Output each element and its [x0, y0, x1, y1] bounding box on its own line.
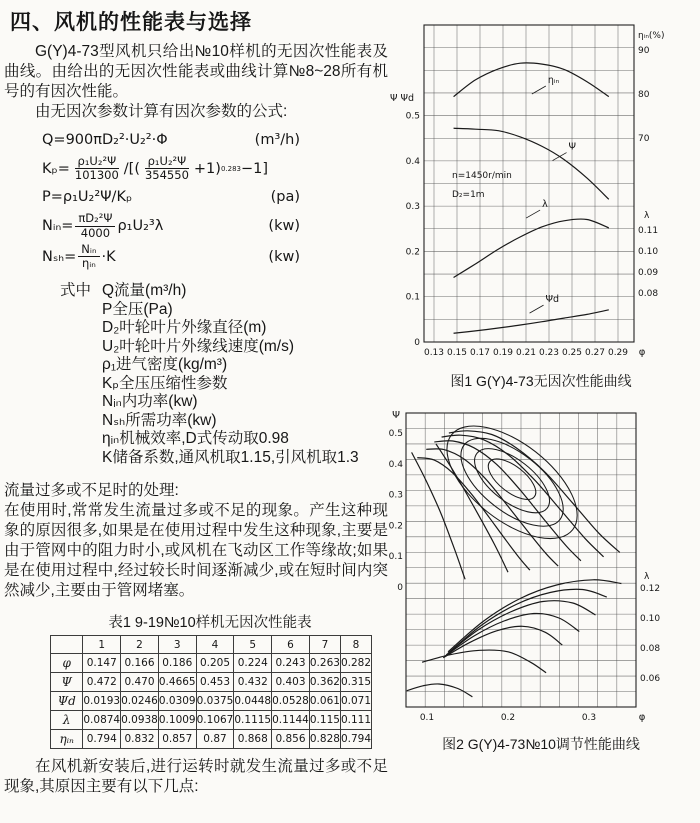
table-cell: 0.0193: [83, 692, 121, 711]
table-cell: 0.0448: [234, 692, 272, 711]
eta-tick-label: 80: [638, 90, 650, 100]
table-cell: 0.472: [83, 673, 121, 692]
lambda-tick-label: 0.10: [638, 247, 659, 257]
left-tick-label: 0.4: [388, 459, 403, 470]
table-header-cell: 7: [309, 636, 340, 654]
table-cell: 0.1067: [196, 711, 234, 730]
table-cell: 0.87: [196, 730, 234, 749]
left-tick-label: 0.3: [388, 490, 403, 501]
table-row: [51, 673, 372, 692]
table-cell: 0.403: [272, 673, 310, 692]
table-header-cell: 6: [272, 636, 310, 654]
curve-psi-curve-5: [417, 458, 530, 570]
x-axis-label: φ: [638, 347, 646, 358]
table-header-cell: [51, 636, 83, 654]
x-tick-label: 0.23: [538, 348, 560, 358]
definition-item: ηᵢₙ机械效率,D式传动取0.98: [102, 430, 289, 448]
curve-λ: [454, 219, 609, 277]
table-cell: 0.071: [340, 692, 371, 711]
definition-item: Nₛₕ所需功率(kw): [102, 411, 217, 429]
table-cell: 0.0375: [196, 692, 234, 711]
lambda-tick-label: 0.09: [638, 268, 659, 278]
table-cell: 0.111: [340, 711, 371, 730]
table-cell: 0.857: [158, 730, 196, 749]
table-cell: 0.0874: [83, 711, 121, 730]
definition-item: P全压(Pa): [102, 300, 173, 318]
label-leader: [526, 210, 540, 218]
table-row: [51, 692, 372, 711]
left-axis-label: Ψ: [392, 410, 400, 421]
curve-ηᵢₙ: [454, 63, 609, 97]
table-cell: 0.856: [272, 730, 310, 749]
figure-column: [386, 10, 698, 768]
table-cell: 0.186: [158, 654, 196, 673]
table-cell: 0.0528: [272, 692, 310, 711]
left-tick-label: 0.4: [405, 156, 420, 167]
table-cell: 0.1115: [234, 711, 272, 730]
lambda-tick-label: 0.08: [638, 289, 659, 299]
table-header-cell: 4: [196, 636, 234, 654]
table-cell: 0.0938: [121, 711, 159, 730]
page-title: 四、风机的性能表与选择: [10, 11, 252, 34]
table-row: [51, 730, 372, 749]
lambda-axis-label: λ: [644, 572, 650, 582]
curve-stall-line-1: [412, 452, 465, 579]
handling-paragraph: 在使用时,常常发生流量过多或不足的现象。产生这种现象的原因很多,如果是在使用过程中发生这种现象,主要是由于管网中的阻力时小,或风机在飞动区工作等缘故;如果是在使用过程中,经过较长时间逐渐减少,或在短时间内突然减少,主要由于管网堵塞。: [4, 502, 388, 600]
curve-Ψd: [454, 310, 609, 333]
curve-label: ηᵢₙ: [547, 75, 560, 86]
table-header-cell: 3: [158, 636, 196, 654]
definition-item: Nᵢₙ内功率(kw): [102, 393, 198, 411]
table-cell: 0.828: [309, 730, 340, 749]
formula-block: [42, 128, 300, 270]
table-cell: 0.0309: [158, 692, 196, 711]
x-tick-label: 0.25: [561, 348, 583, 358]
lambda-tick-label: 0.11: [638, 226, 659, 236]
curve-label: Ψd: [545, 294, 560, 306]
x-tick-label: 0.15: [446, 348, 468, 358]
left-tick-label: 0.2: [388, 521, 403, 532]
definition-item: Kₚ全压压缩性参数: [102, 374, 228, 392]
handling-title: 流量过多或不足时的处理:: [4, 482, 179, 500]
figure2-regulation-curves: [386, 405, 696, 727]
curve-lambda-curve-7: [407, 684, 473, 697]
table-cell: 0.0246: [121, 692, 159, 711]
left-tick-label: 0.1: [405, 292, 420, 303]
text-column: [4, 4, 388, 797]
lambda-tick-label: 0.10: [640, 614, 661, 624]
table-caption: 表1 9-19№10样机无因次性能表: [108, 615, 312, 632]
table-cell: 0.1009: [158, 711, 196, 730]
definition-item: ρ₁进气密度(kg/m³): [102, 356, 228, 374]
row-label: φ: [51, 654, 83, 673]
x-tick-label: 0.21: [515, 348, 537, 358]
formula-intro: 由无因次参数计算有因次参数的公式:: [35, 103, 288, 120]
table-cell: 0.453: [196, 673, 234, 692]
annotation: D₂=1m: [452, 190, 485, 200]
lambda-tick-label: 0.08: [640, 644, 661, 654]
table-header-cell: 1: [83, 636, 121, 654]
definition-item: Q流量(m³/h): [102, 282, 187, 300]
left-tick-label: 0.2: [405, 247, 420, 258]
row-label: Ψd: [51, 692, 83, 711]
symbol-definitions: [4, 282, 388, 467]
lambda-tick-label: 0.06: [640, 674, 661, 684]
figure2-caption: 图2 G(Y)4-73№10调节性能曲线: [442, 736, 640, 752]
table-cell: 0.432: [234, 673, 272, 692]
intro-paragraph: G(Y)4-73型风机只给出№10样机的无因次性能表及曲线。由给出的无因次性能表或曲线计算№8~28所有机号的有因次性能。: [4, 43, 388, 100]
left-tick-label: 0: [414, 338, 420, 348]
annotation: n=1450r/min: [452, 171, 512, 181]
curve-label: λ: [542, 199, 548, 211]
table-header-cell: 8: [340, 636, 371, 654]
row-label: Ψ: [51, 673, 83, 692]
table-row: [51, 711, 372, 730]
figure1-dimensionless-curves: [386, 10, 696, 364]
x-tick-label: 0.19: [492, 348, 514, 358]
efficiency-contour: [446, 422, 578, 543]
curve-Ψ: [454, 128, 609, 199]
table-cell: 0.832: [121, 730, 159, 749]
left-tick-label: 0: [397, 583, 403, 593]
table-cell: 0.362: [309, 673, 340, 692]
x-tick-label: 0.29: [607, 348, 629, 358]
left-axis-label: Ψ Ψd: [389, 93, 415, 104]
table-cell: 0.1144: [272, 711, 310, 730]
table-cell: 0.147: [83, 654, 121, 673]
x-tick-label: 0.13: [423, 348, 445, 358]
table-cell: 0.205: [196, 654, 234, 673]
table-cell: 0.061: [309, 692, 340, 711]
table-cell: 0.282: [340, 654, 371, 673]
left-tick-label: 0.5: [405, 111, 420, 122]
definition-item: U₂叶轮叶片外缘线速度(m/s): [102, 337, 295, 355]
curve-label: Ψ: [568, 141, 577, 153]
label-leader: [530, 305, 544, 313]
curve-psi-curve-1: [449, 431, 620, 553]
left-tick-label: 0.5: [388, 429, 403, 439]
table-header-cell: 5: [234, 636, 272, 654]
eta-axis-label: ηᵢₙ(%): [638, 31, 665, 41]
table-cell: 0.315: [340, 673, 371, 692]
formula-kp: Kₚ= $\frac{\text{ρ₁U₂²Ψ}}{101300}$ /[( $\frac{\text{ρ₁U₂²Ψ}}{354550}$ +1) 0.283 −1]: [42, 154, 269, 183]
row-label: ηᵢₙ: [51, 730, 83, 749]
table-header-cell: 2: [121, 636, 159, 654]
x-tick-label: 0.27: [584, 348, 606, 358]
left-tick-label: 0.3: [405, 202, 420, 213]
table-cell: 0.243: [272, 654, 310, 673]
formula-nin: Nᵢₙ= $\frac{\text{πD₂²Ψ}}{4000}$ ρ₁U₂³λ (kw): [42, 211, 300, 240]
table-cell: 0.263: [309, 654, 340, 673]
figure1-caption: 图1 G(Y)4-73无因次性能曲线: [450, 373, 632, 389]
table-row: [51, 654, 372, 673]
where-label: 式中: [60, 282, 92, 300]
left-tick-label: 0.1: [388, 552, 403, 563]
x-tick-label: 0.3: [581, 713, 597, 723]
curve-lambda-curve-6: [422, 650, 546, 673]
eta-tick-label: 70: [638, 134, 650, 144]
closing-paragraph: 在风机新安装后,进行运转时就发生流量过多或不足现象,其原因主要有以下几点:: [4, 758, 388, 796]
formula-q: Q=900πD₂²·U₂²·Φ (m³/h): [42, 132, 300, 148]
table-cell: 0.794: [340, 730, 371, 749]
table-cell: 0.868: [234, 730, 272, 749]
table-cell: 0.115: [309, 711, 340, 730]
definition-item: D₂叶轮叶片外缘直径(m): [102, 319, 267, 337]
eta-tick-label: 90: [638, 46, 650, 56]
formula-nsh: Nₛₕ= $\frac{\text{Nᵢₙ}}{\text{ηᵢₙ}}$ ·K (kw): [42, 241, 300, 271]
definition-item: K储备系数,通风机取1.15,引风机取1.3: [102, 448, 359, 466]
table-cell: 0.794: [83, 730, 121, 749]
x-tick-label: 0.1: [419, 713, 435, 723]
row-label: λ: [51, 711, 83, 730]
x-axis-label: φ: [638, 712, 646, 723]
lambda-axis-label: λ: [644, 211, 650, 221]
x-tick-label: 0.2: [500, 713, 516, 723]
performance-table: [50, 635, 372, 749]
table-cell: 0.4665: [158, 673, 196, 692]
table-cell: 0.166: [121, 654, 159, 673]
table-cell: 0.470: [121, 673, 159, 692]
formula-p: P=ρ₁U₂²Ψ/Kₚ (pa): [42, 189, 300, 206]
table-header-row: [51, 636, 372, 654]
table-cell: 0.224: [234, 654, 272, 673]
x-tick-label: 0.17: [469, 348, 491, 358]
lambda-tick-label: 0.12: [640, 584, 661, 594]
